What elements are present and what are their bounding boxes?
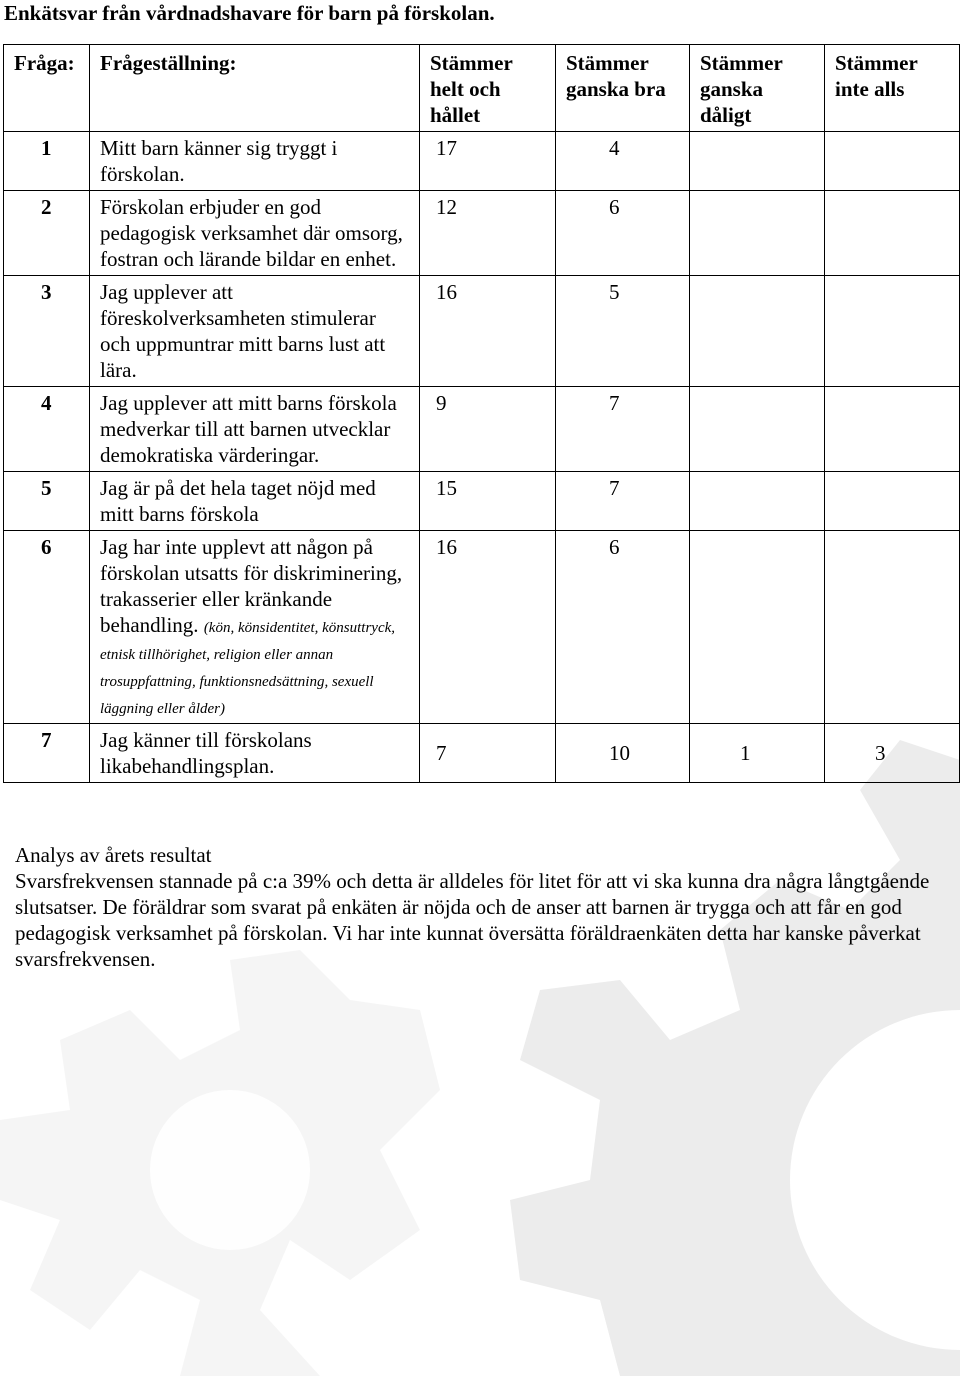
question-text: Mitt barn känner sig tryggt i förskolan. bbox=[90, 132, 420, 191]
question-number: 7 bbox=[4, 724, 90, 783]
count-agree-poorly bbox=[690, 472, 825, 531]
table-header-row bbox=[4, 45, 960, 132]
count-agree-fairly: 4 bbox=[556, 132, 690, 191]
header-agree-not: Stämmer inte alls bbox=[825, 45, 960, 132]
count-agree-fully: 17 bbox=[420, 132, 556, 191]
count-agree-fairly: 7 bbox=[556, 387, 690, 472]
header-agree-poorly: Stämmer ganska dåligt bbox=[690, 45, 825, 132]
analysis-body: Svarsfrekvensen stannade på c:a 39% och detta är alldeles för litet för att vi ska kunna dra några långtgående slutsatser. De föräldrar som svarat på enkäten är nöjda och de anser att barnen är trygga och att får en god pedagogisk verksamhet på förskolan. Vi har inte kunnat översätta föräldraenkäten detta har kanske påverkat svarsfrekvensen. bbox=[15, 869, 930, 971]
question-text: Jag har inte upplevt att någon på förskolan utsatts för diskriminering, trakasserier eller kränkande behandling. bbox=[100, 535, 403, 637]
count-agree-poorly bbox=[690, 531, 825, 724]
count-agree-fairly: 7 bbox=[556, 472, 690, 531]
count-agree-not bbox=[825, 132, 960, 191]
document-title: Enkätsvar från vårdnadshavare för barn på förskolan. bbox=[4, 1, 495, 25]
count-agree-not bbox=[825, 472, 960, 531]
question-text: Förskolan erbjuder en god pedagogisk verksamhet där omsorg, fostran och lärande bildar en enhet. bbox=[90, 191, 420, 276]
count-agree-fully: 15 bbox=[420, 472, 556, 531]
header-agree-fairly: Stämmer ganska bra bbox=[556, 45, 690, 132]
count-agree-fully: 9 bbox=[420, 387, 556, 472]
count-agree-fully: 16 bbox=[420, 276, 556, 387]
question-cell bbox=[90, 531, 420, 724]
question-text: Jag är på det hela taget nöjd med mitt barns förskola bbox=[90, 472, 420, 531]
count-agree-poorly: 1 bbox=[690, 724, 825, 783]
question-number: 3 bbox=[4, 276, 90, 387]
table-row bbox=[4, 387, 960, 472]
count-agree-poorly bbox=[690, 276, 825, 387]
analysis-heading: Analys av årets resultat bbox=[15, 843, 212, 867]
survey-results-table bbox=[3, 44, 960, 783]
question-text: Jag upplever att föreskolverksamheten stimulerar och uppmuntrar mitt barns lust att lära. bbox=[90, 276, 420, 387]
count-agree-fully: 12 bbox=[420, 191, 556, 276]
count-agree-poorly bbox=[690, 132, 825, 191]
table-row bbox=[4, 132, 960, 191]
question-number: 5 bbox=[4, 472, 90, 531]
question-number: 6 bbox=[4, 531, 90, 724]
count-agree-not bbox=[825, 531, 960, 724]
table-row bbox=[4, 276, 960, 387]
header-agree-fully: Stämmer helt och hållet bbox=[420, 45, 556, 132]
question-note: (kön, könsidentitet, könsuttryck, etnisk tillhörighet, religion eller annan trosuppfattning, funktionsnedsättning, sexuell läggning eller ålder) bbox=[100, 620, 396, 717]
header-question: Fråga: bbox=[4, 45, 90, 132]
question-text: Jag upplever att mitt barns förskola medverkar till att barnen utvecklar demokratiska värderingar. bbox=[90, 387, 420, 472]
count-agree-not: 3 bbox=[825, 724, 960, 783]
question-number: 4 bbox=[4, 387, 90, 472]
count-agree-poorly bbox=[690, 387, 825, 472]
header-statement: Frågeställning: bbox=[90, 45, 420, 132]
count-agree-fully: 7 bbox=[420, 724, 556, 783]
table-row bbox=[4, 472, 960, 531]
count-agree-fairly: 6 bbox=[556, 191, 690, 276]
count-agree-fairly: 6 bbox=[556, 531, 690, 724]
question-text: Jag känner till förskolans likabehandlingsplan. bbox=[90, 724, 420, 783]
count-agree-fairly: 10 bbox=[556, 724, 690, 783]
table-row bbox=[4, 191, 960, 276]
count-agree-not bbox=[825, 276, 960, 387]
count-agree-poorly bbox=[690, 191, 825, 276]
count-agree-not bbox=[825, 387, 960, 472]
table-row bbox=[4, 531, 960, 724]
count-agree-not bbox=[825, 191, 960, 276]
analysis-section bbox=[15, 842, 945, 972]
question-number: 2 bbox=[4, 191, 90, 276]
question-number: 1 bbox=[4, 132, 90, 191]
count-agree-fairly: 5 bbox=[556, 276, 690, 387]
table-row bbox=[4, 724, 960, 783]
count-agree-fully: 16 bbox=[420, 531, 556, 724]
